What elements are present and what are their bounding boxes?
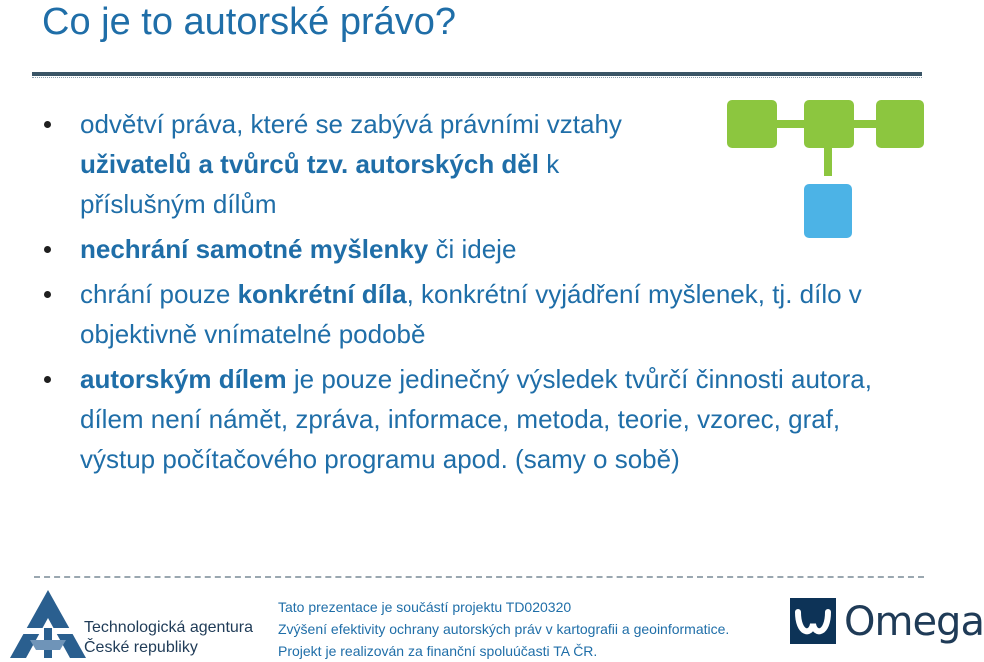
bullet-text: odvětví práva, které se zabývá právními vztahy [80,109,622,139]
title-divider-dotted [32,77,922,78]
project-info [278,596,768,662]
bullet-text-bold: autorským dílem [80,364,287,394]
bullet-text: , konkrétní vyjádření myšlenek, tj. dílo v objektivně vnímatelné podobě [80,279,862,349]
omega-symbol-icon [790,598,836,644]
bullet-item [40,359,920,479]
title-divider [32,72,922,76]
project-info-line3: Projekt je realizován za finanční spoluúčasti TA ČR. [278,643,598,659]
bullet-text: je pouze jedinečný výsledek tvůrčí činnosti autora, dílem není námět, zpráva, informace, metoda, teorie, vzorec, graf, výstup počítačového programu apod. (samy o sobě) [80,364,872,474]
omega-brand-text: Omega [844,599,984,645]
bullet-item [40,229,920,269]
agency-name-line2: České republiky [84,639,198,656]
project-info-line2: Zvýšení efektivity ochrany autorských práv v kartografii a geoinformatice. [278,621,730,637]
bullet-text-bold: konkrétní díla [237,279,407,309]
footer-divider [34,576,924,578]
agency-name [84,618,253,658]
bullet-text: k příslušným dílům [80,149,560,219]
omega-symbol-box [790,598,836,644]
bullet-item [40,104,920,224]
project-info-line1: Tato prezentace je součástí projektu TD020320 [278,599,572,615]
bullet-text: chrání pouze [80,279,238,309]
bullet-item [40,274,920,354]
bullet-text: či ideje [428,234,517,264]
agency-name-line1: Technologická agentura [84,619,254,636]
omega-logo-icon [790,598,984,650]
slide-title: Co je to autorské právo? [42,1,457,43]
bullet-text-bold: uživatelů a tvůrců tzv. autorských děl [80,149,539,179]
bullet-text-bold: nechrání samotné myšlenky [80,234,429,264]
bullet-list [40,104,920,484]
